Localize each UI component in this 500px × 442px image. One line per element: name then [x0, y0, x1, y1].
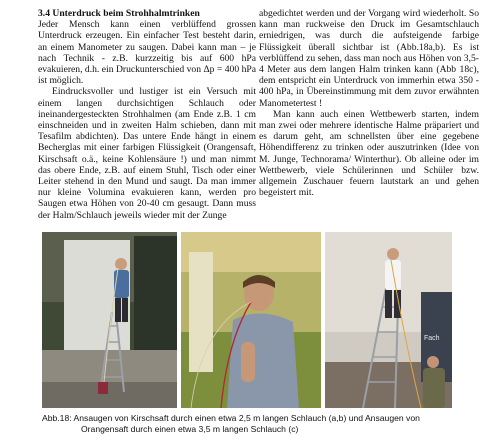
person-with-tube-photo-icon — [181, 232, 321, 408]
photo-c — [325, 232, 452, 408]
left-column — [38, 8, 256, 221]
sign-text: Fach — [424, 335, 440, 342]
right-paragraph-2: Man kann auch einen Wettbewerb starten, indem man zwei oder mehrere identische Halme präpariert und es darum geht, am schnellsten über eine gegebene Höhendifferenz zu trinken oder auszutrinken (Idee von M. Junge, Technorama/ Winterthur). Ob alleine oder im Wettbewerb, viele Schülerinnen und Schüler bzw. allgemein Zuschauer feuern lautstark an und gehen begeistert mit. — [259, 108, 479, 199]
right-column — [259, 8, 479, 198]
caption-line-2: Orangensaft durch einen etwa 3,5 m langen Schlauch (c) — [81, 423, 299, 434]
figure-caption — [42, 413, 462, 434]
caption-line-1: Abb.18: Ansaugen von Kirschsaft durch einen etwa 2,5 m langen Schlauch (a,b) und Ansaugen von — [42, 413, 420, 423]
person-climbing-ladder-photo-icon — [325, 232, 452, 408]
left-paragraph-1: Jeder Mensch kann einen verblüffend grossen Unterdruck erzeugen. Ein einfacher Test besteht darin, an einem Manometer zu saugen. Dabei kann man – je nach Technik - z.B. kurzzeitig bis auf 600 hPa evakuieren, d.h. ein Druckunterschied von Δp = 400 hPa ist möglich. — [38, 19, 256, 87]
photo-a — [42, 232, 177, 408]
right-paragraph-1: abgedichtet werden und der Vorgang wird wiederholt. So kann man ruckweise den Druck im Gesamtschlauch erniedrigen, was durch die aufsteigende farbige Flüssigkeit überall sichtbar ist (Abb.18a,b). Es ist verblüffend zu sehen, dass man noch aus Höhen von 3,5-4 Meter aus dem langen Halm trinken kann (Abb 18c), dem entspricht ein Unterdruck von immerhin etwa 350 - 400 hPa, in Übereinstimmung mit dem zuvor erwähnten Manometertest ! — [259, 8, 479, 109]
person-on-ladder-photo-icon — [42, 232, 177, 408]
figure-photos — [42, 232, 452, 408]
section-heading: 3.4 Unterdruck beim Strohhalmtrinken — [38, 8, 200, 19]
left-paragraph-2: Eindrucksvoller und lustiger ist ein Versuch mit einem langen durchsichtigen Schlauch oder ineinandergesteckten Strohhalmen (am Ende z.B. 1 cm einschneiden und in zweiten Halm schieben, dann mit Tesafilm abdichten). Das untere Ende hängt in einem Becherglas mit einer farbigen Flüssigkeit (Orangensaft, Kirschsaft o.ä., keine Kohlensäure !) und man nimmt das obere Ende, z.B. auf einem Stuhl, Tisch oder einer Leiter stehend in den Mund und saugt. Da man immer nur kleine Volumina evakuieren kann, werden pro Saugen etwa Höhen von 20-40 cm gesaugt. Dann muss der Halm/Schlauch jeweils wieder mit der Zunge — [38, 86, 256, 221]
photo-b — [181, 232, 321, 408]
